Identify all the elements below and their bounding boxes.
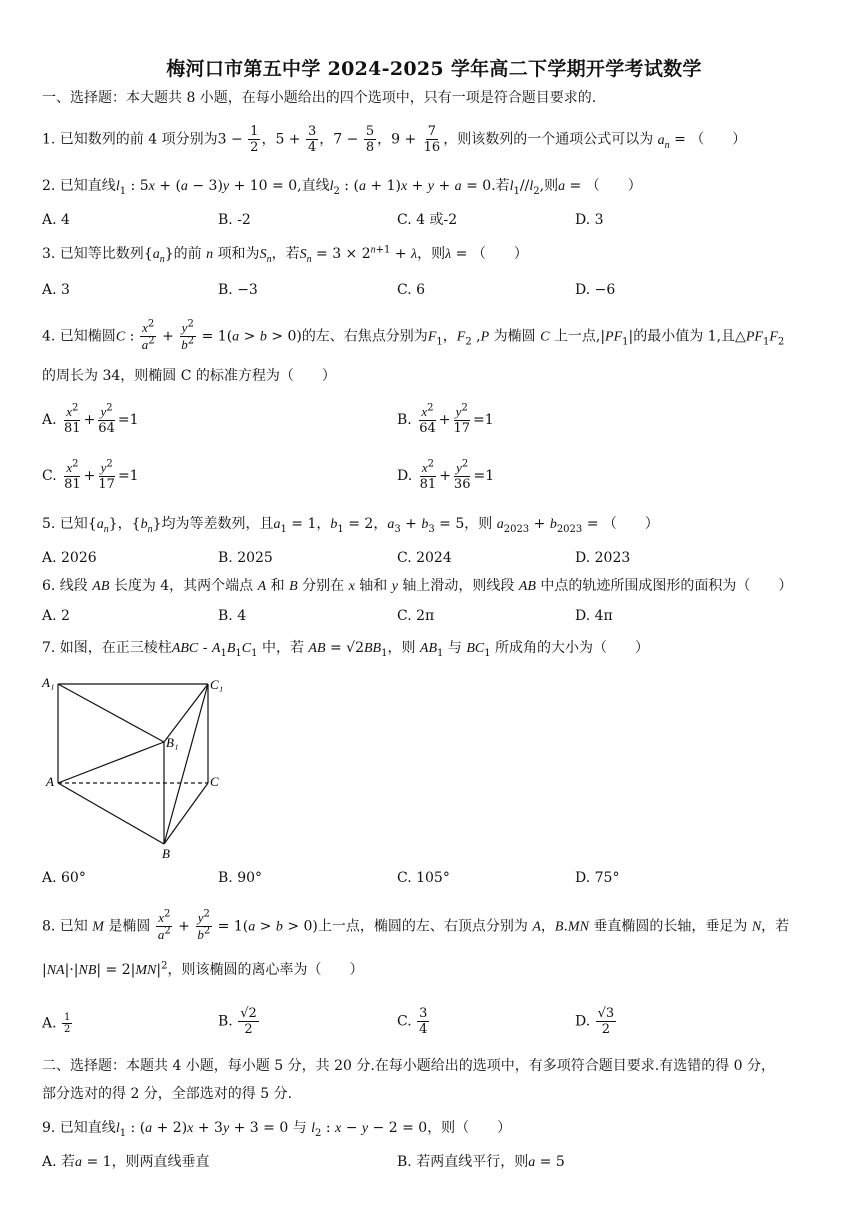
question-6: 6. 线段 AB 长度为 4，其两个端点 A 和 B 分别在 x 轴和 y 轴上滑动，则线段 AB 中点的轨迹所围成图形的面积为（ ） xyxy=(42,578,793,594)
q8-option-d: D. $\frac{√3}{2}$ xyxy=(575,1006,615,1037)
q6-option-a: A. 2 xyxy=(42,608,70,624)
q2-option-b: B. -2 xyxy=(218,212,251,228)
label-B1: B₁ xyxy=(166,735,179,750)
section-1-instructions: 一、选择题：本大题共 8 小题，在每小题给出的四个选项中，只有一项是符合题目要求的. xyxy=(42,90,597,106)
q8-option-c: C. $\frac{3}{4}$ xyxy=(397,1006,428,1037)
question-1: 1. 已知数列的前 4 项分别为3 − $\frac{1}{2}$ ，5 + $\frac{3}{4}$ ，7 − $\frac{5}{8}$ ，9 + $\frac{7}{16}$ ，则该数列的一个通项公式可以为 $a_n$ = （ ） xyxy=(42,124,747,155)
q5-option-d: D. 2023 xyxy=(575,550,631,566)
prism-figure xyxy=(40,672,240,862)
label-A1: A₁ xyxy=(42,675,55,690)
q3-option-d: D. −6 xyxy=(575,282,616,298)
question-8-line-2: $|NA|\cdot|NB| = 2|MN|^2$，则该椭圆的离心率为（ ） xyxy=(42,960,364,978)
q3-option-c: C. 6 xyxy=(397,282,426,298)
label-A: A xyxy=(46,774,54,789)
q4-option-c: C. $\frac{x^2}{81}$ + $\frac{y^2}{17}$ =1 xyxy=(42,458,139,492)
label-C: C xyxy=(210,774,219,789)
exam-title: 梅河口市第五中学 2024-2025 学年高二下学期开学考试数学 xyxy=(166,58,702,80)
label-B: B xyxy=(162,846,170,861)
q6-option-c: C. 2π xyxy=(397,608,435,624)
question-7: 7. 如图，在正三棱柱ABC - $A_1B_1C_1$ 中，若 AB = $√2BB_1$，则 $AB_1$ 与 $BC_1$ 所成角的大小为（ ） xyxy=(42,640,650,659)
question-4: 4. 已知椭圆C : $\frac{x^2}{a^2}$ + $\frac{y^2}{b^2}$ = 1(a > b > 0)的左、右焦点分别为$F_1$，$F_2$ ,P 为椭圆 C 上一点$,|PF_1|$的最小值为 1,且$\triangle PF_1F_2$ xyxy=(42,318,785,352)
q3-option-a: A. 3 xyxy=(42,282,70,298)
q7-option-c: C. 105° xyxy=(397,870,450,886)
q9-option-b: B. 若两直线平行，则a = 5 xyxy=(397,1154,565,1170)
q4-option-b: B. $\frac{x^2}{64}$ + $\frac{y^2}{17}$ =1 xyxy=(397,402,494,436)
question-8: 8. 已知 M 是椭圆 $\frac{x^2}{a^2}$ + $\frac{y^2}{b^2}$ = 1(a > b > 0)上一点，椭圆的左、右顶点分别为 A，B.MN 垂直椭圆的长轴，垂足为 N，若 xyxy=(42,908,790,942)
question-4-line-2: 的周长为 34，则椭圆 C 的标准方程为（ ） xyxy=(42,368,336,384)
q6-option-d: D. 4π xyxy=(575,608,613,624)
q9-option-a: A. 若a = 1，则两直线垂直 xyxy=(42,1154,210,1170)
q7-option-d: D. 75° xyxy=(575,870,620,886)
q8-option-b: B. $\frac{√2}{2}$ xyxy=(218,1006,257,1037)
q7-option-a: A. 60° xyxy=(42,870,86,886)
question-9: 9. 已知直线$l_1$ : (a + 2)x + 3y + 3 = 0 与 $l_2$ : x − y − 2 = 0，则（ ） xyxy=(42,1120,512,1139)
label-C1: C₁ xyxy=(210,677,224,692)
q4-option-d: D. $\frac{x^2}{81}$ + $\frac{y^2}{36}$ =1 xyxy=(397,458,495,492)
section-2-instructions-line-2: 部分选对的得 2 分，全部选对的得 5 分. xyxy=(42,1086,293,1102)
q4-option-a: A. $\frac{x^2}{81}$ + $\frac{y^2}{64}$ =1 xyxy=(42,402,139,436)
q7-option-b: B. 90° xyxy=(218,870,263,886)
q6-option-b: B. 4 xyxy=(218,608,247,624)
question-3: 3. 已知等比数列$\{a_n\}$的前 n 项和为$S_n$，若$S_n = 3 \times 2^{n+1} + \lambda$，则λ = （ ） xyxy=(42,244,528,265)
question-2: 2. 已知直线$l_1$ : 5x + (a − 3)y + 10 = 0,直线$l_2$ : (a + 1)x + y + a = 0.若$l_1//l_2$,则a = （ ） xyxy=(42,178,642,197)
q5-option-a: A. 2026 xyxy=(42,550,97,566)
q2-option-c: C. 4 或-2 xyxy=(397,212,458,228)
q2-option-a: A. 4 xyxy=(42,212,70,228)
question-5: 5. 已知$\{a_n\}$，$\{b_n\}$均为等差数列，且$a_1 = 1$，$b_1 = 2$，$a_3 + b_3 = 5$，则 $a_{2023} + b_{2023}$ = （ ） xyxy=(42,516,659,535)
q5-option-c: C. 2024 xyxy=(397,550,452,566)
q5-option-b: B. 2025 xyxy=(218,550,273,566)
q2-option-d: D. 3 xyxy=(575,212,604,228)
section-2-instructions: 二、选择题：本题共 4 小题，每小题 5 分，共 20 分.在每小题给出的选项中，有多项符合题目要求.有选错的得 0 分， xyxy=(42,1058,776,1074)
q8-option-a: A. $\frac{1}{2}$ xyxy=(42,1012,71,1035)
q3-option-b: B. −3 xyxy=(218,282,258,298)
